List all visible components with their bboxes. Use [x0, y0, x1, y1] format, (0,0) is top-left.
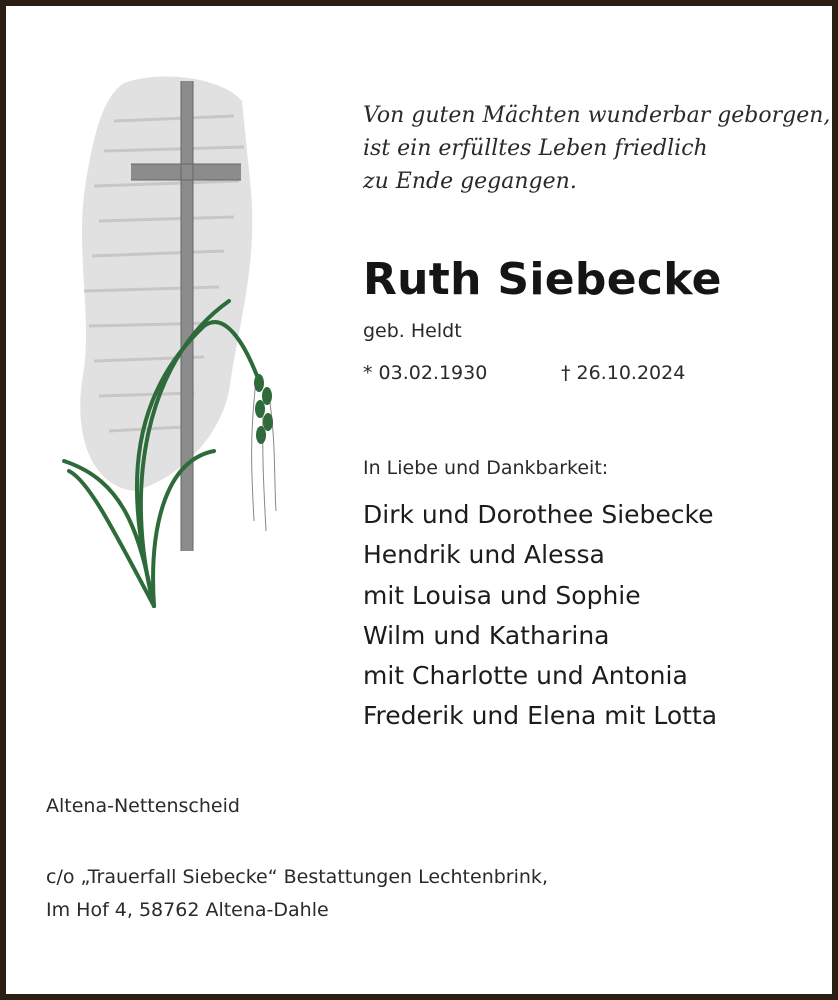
contact-address — [46, 861, 806, 927]
mourner-line: Frederik und Elena mit Lotta — [363, 701, 718, 731]
mourner-line: mit Charlotte und Antonia — [363, 661, 688, 691]
poem — [363, 99, 831, 198]
location: Altena-Nettenscheid — [46, 795, 240, 817]
deceased-name: Ruth Siebecke — [363, 254, 722, 305]
cross-with-wheat-icon — [54, 61, 294, 621]
contact-line: Im Hof 4, 58762 Altena-Dahle — [46, 899, 329, 921]
poem-line: zu Ende gegangen. — [363, 169, 577, 194]
mourners-intro: In Liebe und Dankbarkeit: — [363, 457, 609, 479]
birth-date: * 03.02.1930 — [363, 362, 488, 384]
mourners-list — [363, 495, 823, 737]
mourner-line: Wilm und Katharina — [363, 620, 610, 650]
maiden-name: geb. Heldt — [363, 320, 462, 342]
mourner-line: mit Louisa und Sophie — [363, 580, 641, 610]
poem-line: ist ein erfülltes Leben friedlich — [363, 136, 708, 161]
contact-line: c/o „Trauerfall Siebecke“ Bestattungen Lechtenbrink, — [46, 866, 548, 888]
mourner-line: Hendrik und Alessa — [363, 540, 605, 570]
mourner-line: Dirk und Dorothee Siebecke — [363, 500, 714, 529]
death-date: † 26.10.2024 — [561, 362, 686, 384]
poem-line: Von guten Mächten wunderbar geborgen, — [363, 103, 831, 128]
